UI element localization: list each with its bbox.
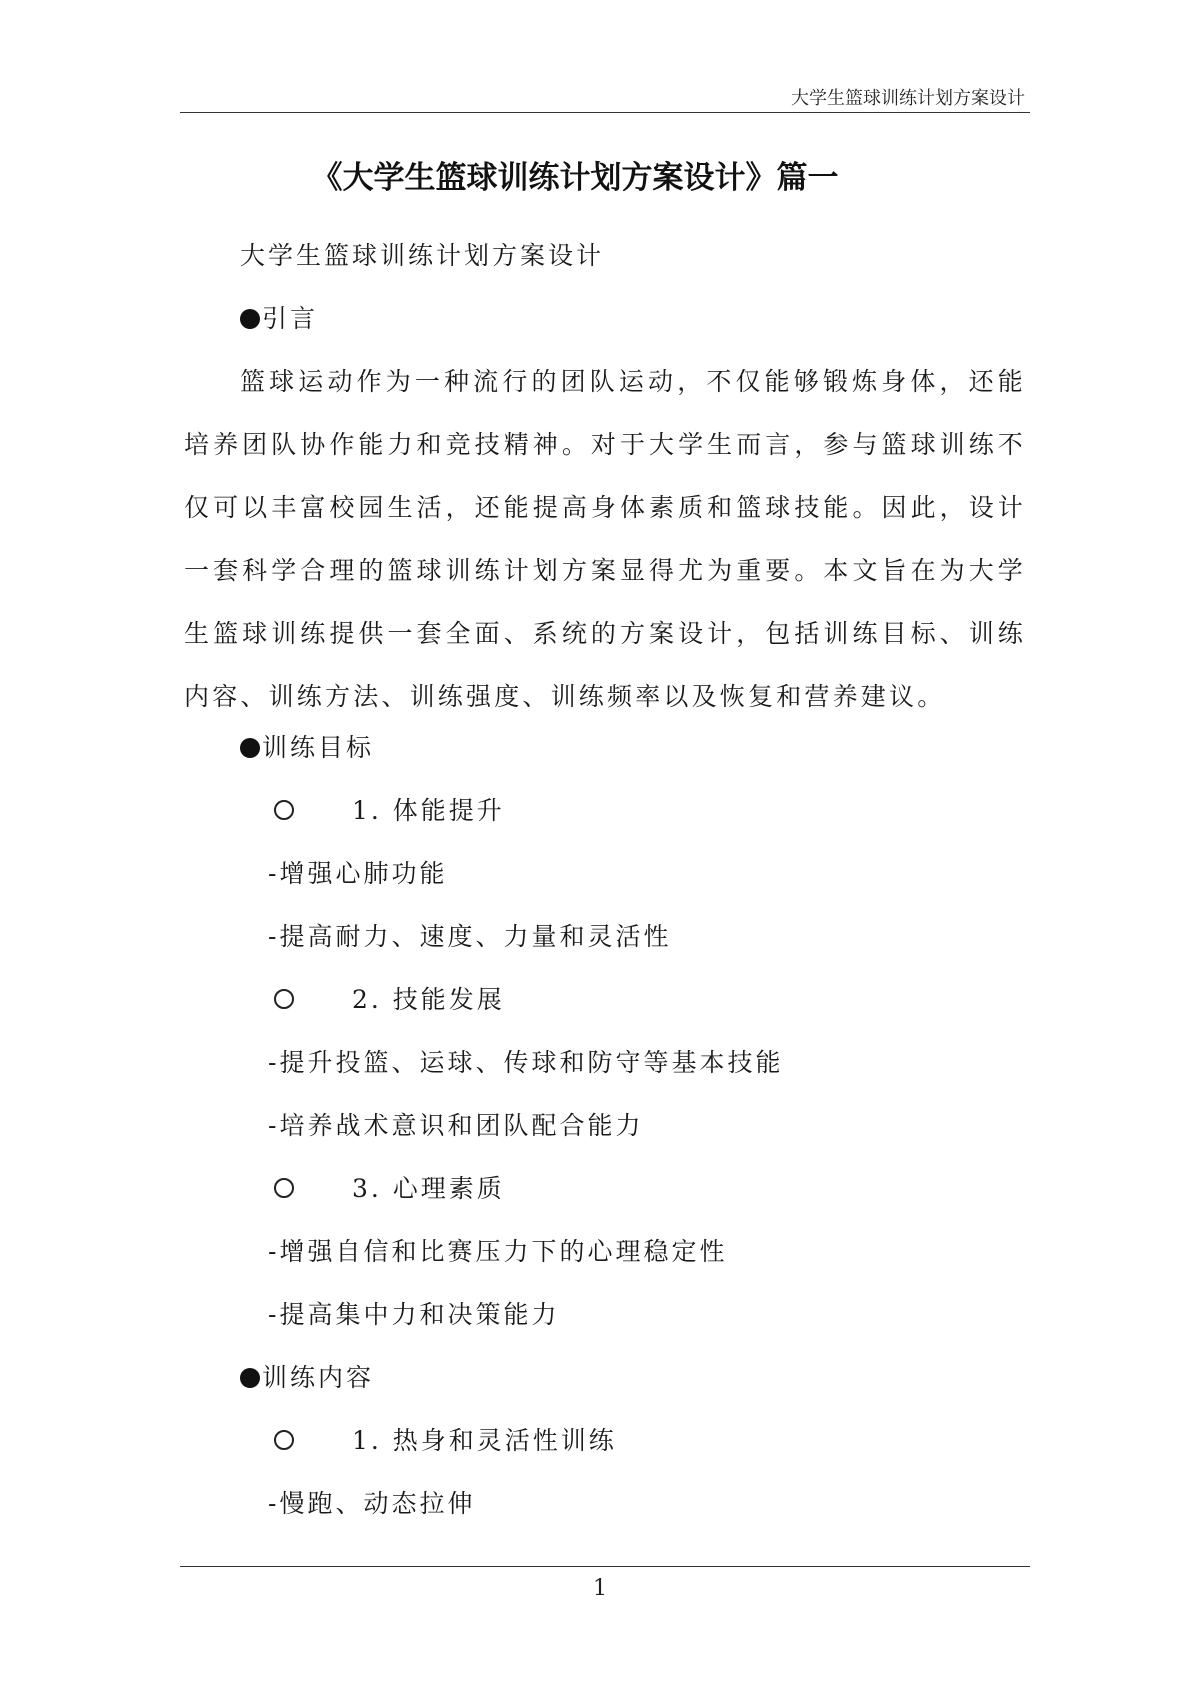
intro-paragraph: [184, 350, 1026, 728]
list-item-goal-2: [184, 980, 1026, 1043]
list-point: -增强心肺功能: [268, 859, 448, 888]
list-item-label: 3. 心理素质: [352, 1174, 505, 1203]
bullet-icon: [240, 1368, 260, 1388]
list-point: -慢跑、动态拉伸: [268, 1489, 476, 1518]
list-item-label: 2. 技能发展: [352, 985, 505, 1014]
list-point: -提高耐力、速度、力量和灵活性: [268, 922, 672, 951]
bullet-icon: [240, 738, 260, 758]
section-heading-text: 训练内容: [262, 1363, 375, 1392]
circle-bullet-icon: [274, 1430, 294, 1450]
list-point: -培养战术意识和团队配合能力: [268, 1111, 644, 1140]
header-divider: [180, 112, 1030, 113]
list-item-label: 1. 热身和灵活性训练: [352, 1426, 617, 1455]
list-item-goal-3: [184, 1169, 1026, 1232]
section-heading-text: 训练目标: [262, 733, 375, 762]
footer-divider: [180, 1566, 1030, 1567]
section-heading-text: 引言: [262, 304, 319, 333]
list-item-label: 1. 体能提升: [352, 796, 505, 825]
circle-bullet-icon: [274, 1178, 294, 1198]
list-point: -提高集中力和决策能力: [268, 1300, 560, 1329]
list-point: -增强自信和比赛压力下的心理稳定性: [268, 1237, 728, 1266]
list-item-goal-1: [184, 791, 1026, 854]
document-body: [184, 236, 1026, 1547]
section-heading-goals: [184, 728, 1026, 791]
list-item-content-1: [184, 1421, 1026, 1484]
document-title: 《大学生篮球训练计划方案设计》篇一: [311, 160, 839, 196]
running-header: 大学生篮球训练计划方案设计: [791, 88, 1025, 109]
subtitle: 大学生篮球训练计划方案设计: [240, 241, 605, 270]
bullet-icon: [240, 309, 260, 329]
section-heading-content: [184, 1358, 1026, 1421]
intro-paragraph-text: 篮球运动作为一种流行的团队运动，不仅能够锻炼身体，还能培养团队协作能力和竞技精神。对于大学生而言，参与篮球训练不仅可以丰富校园生活，还能提高身体素质和篮球技能。因此，设计一套科学合理的篮球训练计划方案显得尤为重要。本文旨在为大学生篮球训练提供一套全面、系统的方案设计，包括训练目标、训练内容、训练方法、训练强度、训练频率以及恢复和营养建议。: [184, 367, 1026, 711]
circle-bullet-icon: [274, 989, 294, 1009]
circle-bullet-icon: [274, 800, 294, 820]
page-number: 1: [593, 1576, 607, 1601]
list-point: -提升投篮、运球、传球和防守等基本技能: [268, 1048, 784, 1077]
